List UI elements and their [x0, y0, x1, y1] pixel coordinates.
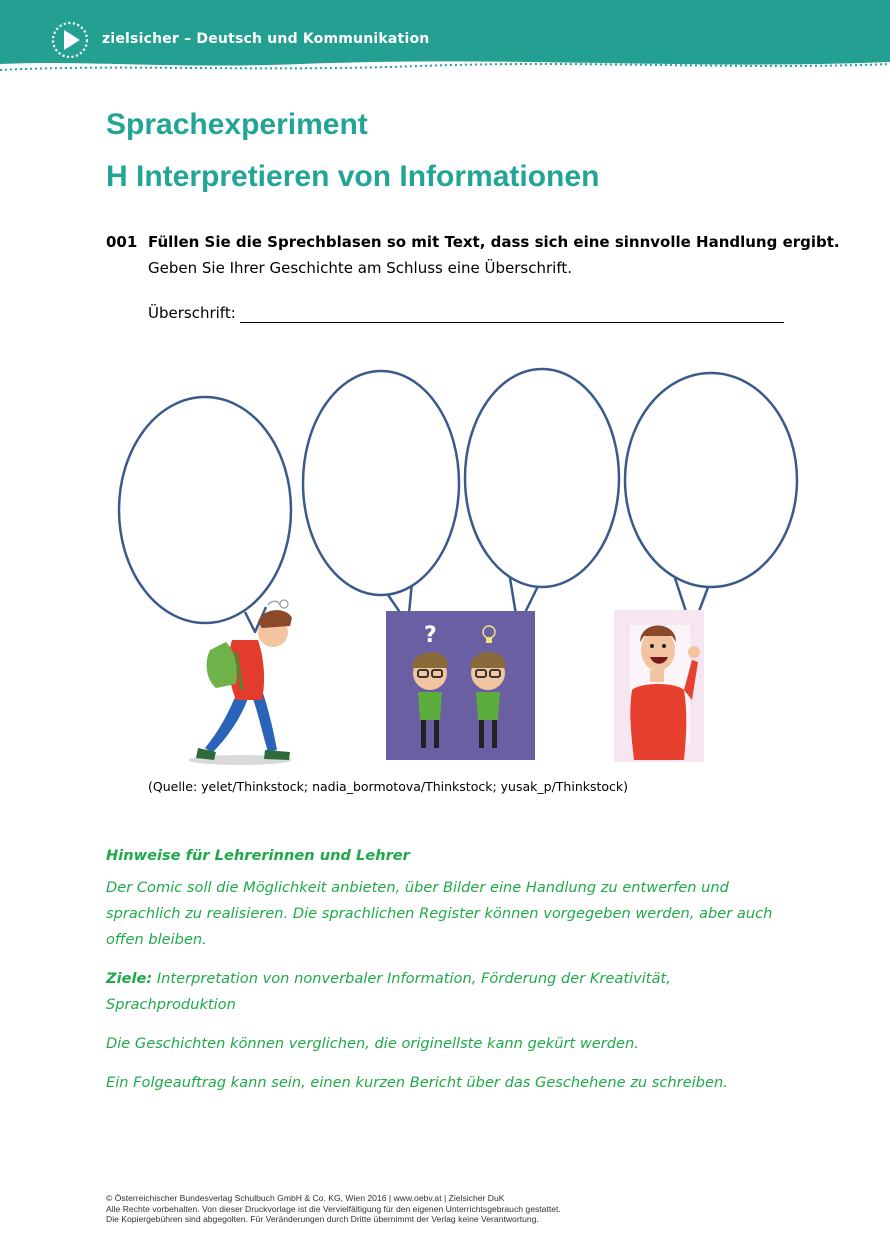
footer-line-3: Die Kopiergebühren sind abgegolten. Für Veränderungen durch Dritte übernimmt der Verlag keine Verantwortung.: [106, 1214, 539, 1224]
notes-heading: Hinweise für Lehrerinnen und Lehrer: [106, 847, 410, 864]
teacher-notes: [106, 843, 796, 1109]
notes-goals-label: Ziele:: [106, 970, 153, 987]
footer-line-1: © Österreichischer Bundesverlag Schulbuch GmbH & Co. KG, Wien 2016 | www.oebv.at | Zielsicher DuK: [106, 1193, 505, 1203]
brand-name: zielsicher – Deutsch und Kommunikation: [102, 31, 430, 47]
notes-goals-text: Interpretation von nonverbaler Information, Förderung der Kreativität, Sprachproduktion: [106, 970, 671, 1013]
heading-blank-rule[interactable]: [240, 322, 784, 323]
sad-walking-boy-image: [188, 600, 292, 765]
task-subinstruction: Geben Sie Ihrer Geschichte am Schluss eine Überschrift.: [148, 259, 572, 277]
footer-line-2: Alle Rechte vorbehalten. Von dieser Druckvorlage ist die Vervielfältigung für den eigenen Unterrichtsgebrauch gestattet.: [106, 1203, 561, 1214]
copyright-footer: [106, 1193, 561, 1225]
speech-bubble-4[interactable]: [625, 373, 797, 630]
task-number: 001: [106, 233, 138, 251]
speech-bubble-3[interactable]: [465, 369, 619, 627]
two-boys-thinking-image: [386, 611, 535, 760]
speech-bubble-1[interactable]: [119, 397, 291, 632]
notes-paragraph-1: Der Comic soll die Möglichkeit anbieten, über Bilder eine Handlung zu entwerfen und sprachlich zu realisieren. Die sprachlichen Register können vorgegeben werden, aber auch offen bleiben.: [106, 879, 773, 948]
comic-illustration: [0, 360, 890, 780]
question-mark-label: ?: [424, 623, 437, 648]
happy-pointing-man-image: [614, 610, 704, 762]
heading-answer-line: [148, 304, 236, 322]
speech-bubble-2[interactable]: [303, 371, 459, 624]
notes-paragraph-4: Ein Folgeauftrag kann sein, einen kurzen Bericht über das Geschehene zu schreiben.: [106, 1074, 728, 1091]
play-logo-icon: [50, 20, 90, 60]
image-source-caption: (Quelle: yelet/Thinkstock; nadia_bormotova/Thinkstock; yusak_p/Thinkstock): [148, 779, 629, 794]
task-instruction: Füllen Sie die Sprechblasen so mit Text, dass sich eine sinnvolle Handlung ergibt.: [148, 233, 840, 251]
notes-goals: [106, 966, 796, 1018]
heading-label: Überschrift:: [148, 304, 236, 322]
notes-paragraph-3: Die Geschichten können verglichen, die originellste kann gekürt werden.: [106, 1035, 639, 1052]
page-title: Sprachexperiment: [106, 108, 368, 141]
page-subtitle: H Interpretieren von Informationen: [106, 160, 600, 193]
header-banner: [0, 0, 890, 80]
